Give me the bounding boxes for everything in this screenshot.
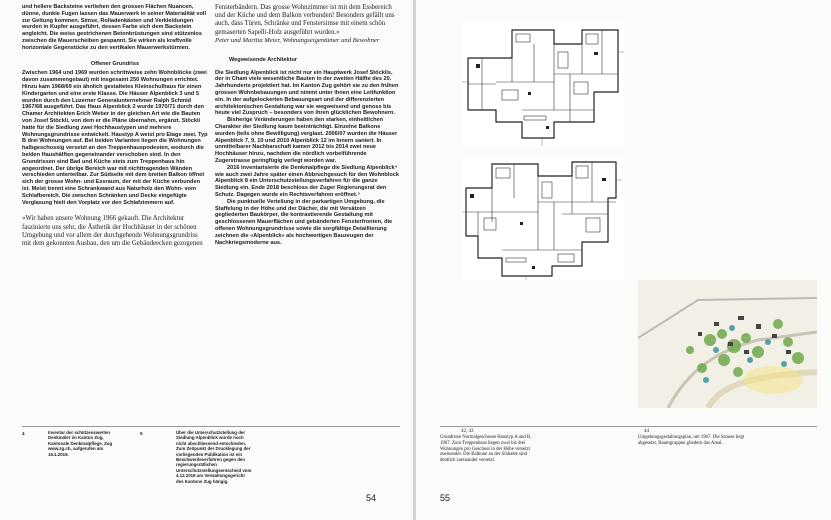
body-paragraph: Bisherige Veränderungen haben den starken, einheitlichen Charakter der Siedlung kaum beeinträchtigt. Einzelne Balkone wurden (teils ohne Bewilligung) verglast. 2006/07 wurden die Häuser Alpenblick 7, 9, 10 und 2010 Alpenblick 12 im Innern saniert. In unmittelbarer Nachbarschaft kamen 2012 bis 2014 zwei neue Hochhäuser hinzu, nachdem die nördlich vorbeiführende Zugerstrasse geringfügig verlegt worden war.	[215, 117, 398, 164]
footnote-number: 5	[140, 431, 143, 436]
intro-paragraph: und hellere Backsteine verliehen den grossen Flächen Nuancen, dünne, dunkle Fugen lassen das Mauerwerk in seiner Materialität voll zur Geltung kommen. Simse, Rolladenkästen und Verkleidungen wurden in Kupfer ausgeführt, dessen Farbe sich dem Backstein angleicht. Die weiss gestrichenen Betonbrüstungen sind stützenlos zwischen die Mauerscheiben gespannt. Sie wirken als kraftvolle horizontale Gegenstücke zu den vertikalen Mauerwerkstürmen.	[22, 4, 207, 51]
footnote-rule	[22, 426, 400, 427]
footnote-text: Inventar der schützenswerten Denkmäler im Kanton Zug, Kantonale Denkmalpflege, Zug www.zg.ch, aufgerufen am 16.1.2019.	[48, 430, 113, 457]
floor-plan-drawing	[462, 22, 624, 146]
page-number-right: 55	[440, 493, 451, 503]
site-plan-drawing	[638, 280, 817, 408]
caption-number: 42, 43	[461, 429, 474, 434]
quote-paragraph: «Wir haben unsere Wohnung 1966 gekauft. Die Architektur faszinierte uns sehr, die Ästhetik der Hochhäuser in der schönen Umgebung und vor allem der durchgehende Wohnungsgrundriss mit dem gekonnten Ausbau, den um die Gebäudeecken gezogenen	[22, 215, 203, 247]
quote-author: Peter und Marttia Meier, Wohnungseigentümer und Bewohner	[215, 36, 380, 44]
site-plan-watercolor	[638, 280, 817, 408]
section-heading-offener-grundriss: Offener Grundriss	[90, 60, 140, 67]
column-2	[215, 4, 400, 246]
quote-continuation: Fensterbändern. Das grosse Wohnzimmer ist mit dem Essbereich und der Küche und dem Balkon verbunden! Besonders gefällt uns auch, dass Türen, Schränke und Fenstersimse mit einem schön gemaserten Sapelli-Holz ausgeführt wurden.»	[215, 4, 395, 36]
footnote-number: 4	[22, 431, 25, 436]
caption-number: 44	[644, 429, 649, 434]
body-paragraph: Die punktuelle Verteilung in der parkartigen Umgebung, die Staffelung in der Höhe und der Dächer, die mit Versätzen gegliederten Baukörper, die kontrastierende Gestaltung mit geschlossenen Mauerflächen und gebänderten Fensterfronten, die offenen Wohnungsgrundrisse sowie die sorgfältige Detaillierung zeichnen die «Alpenblick» als hochwertigen Bauzeugen der Nachkriegsmoderne aus.	[215, 198, 393, 246]
footnote-text: Über die Unterschutzstellung der Siedlung Alpenblick wurde noch nicht abschliessend entschieden. Zum Zeitpunkt der Drucklegung der vorliegenden Publikation ist ein Beschwerdeverfahren gegen den regierungsrätlichen Unterschutzstellungsentscheid vom 4.12.2018 am Verwaltungsgericht des Kantons Zug hängig.	[176, 430, 252, 484]
caption-rule	[440, 426, 817, 427]
caption-floor-plans: Grundrisse Normalgeschosse Haustyp A und B, 1967. Zum Treppenhaus liegen zwei bis drei Wohnungen pro Geschoss in der Höhe versetzt zueinander. Die Balkone an der Südseite sind deutlich zueinander versetzt.	[440, 435, 532, 464]
body-paragraph: Zwischen 1964 und 1969 wurden schrittweise zehn Wohnblöcke (zwei davon zusammengebaut) mit insgesamt 250 Wohnungen errichtet. Hinzu kam 1968/69 ein ähnlich gestaltetes Kleinschulhaus für einen Kindergarten und eine erste Klasse. Die Häuser Alpenblick 3 und 5 wurden durch den Luzerner Generalunternehmer Ralph Schmid 1967/68 ausgeführt. Das Haus Alpenblick 2 wurde 1970/71 durch den Chamer Architekten Erich Weber in der gleichen Art wie die Bauten von Josef Stöckli, von dem er die Pläne übernahm, ergänzt. Stöckli hatte für die Siedlung zwei Hochhaustypen und mehrere Wohnungsgrundrisse entwickelt. Haustyp A weist pro Etage zwei, Typ B drei Wohnungen auf. Bei beiden Varianten liegen die Wohnungen halbgeschossig versetzt an den Treppenhauspodesten, wodurch die beiden Haushälften gegeneinander verschoben sind. In den Grundrissen sind Bad und Küche stets zum Treppenhaus hin angeordnet. Der übrige Bereich war mit nichttragenden Wänden verschieden unterteilbar. Zur Südseite mit dem breiten Balkon öffnet sich der grosse Wohn- und Essraum, der mit der Küche verbunden ist. Meist trennt eine Schrankwand aus Naturholz den Wohn- vom Schlafbereich. Die zwischen Schränken und Decke eingefügte Verglasung hielt den Vorplatz vor den Schlafzimmern auf.	[22, 70, 208, 206]
column-1	[22, 4, 208, 248]
body-paragraph: Die Siedlung Alpenblick ist nicht nur ein Hauptwerk Josef Stöcklis, der in Cham viele wesentliche Bauten in der zweiten Hälfte des 20. Jahrhunderts projektiert hat. Im Kanton Zug gehört sie zu den frühen grossen Wohnbebauungen und nimmt unter ihnen eine Leitfunktion ein. In der aufgelockerten Bebauungsart und der differenzierten architektonischen Gestaltung war sie wegweisend und genoss bis heute viel Zuspruch – besonders von ihren glücklichen Bewohnern.	[215, 69, 399, 117]
floor-plan-type-b	[462, 158, 624, 280]
floor-plan-type-a	[462, 22, 624, 146]
page-number-left: 54	[366, 493, 377, 503]
body-paragraph: 2016 inventarisierte die Denkmalpflege die Siedlung Alpenblick⁴ wie auch zwei Jahre später einen Abbruchgesuch für den Wohnblock Alpenblick 8 ein Unterschutzstellungsverfahren für die ganze Siedlung ein. Ende 2018 beschloss der Zuger Regierungsrat den Schutz. Dagegen wurde ein Rechtsverfahren eröffnet.⁵	[215, 164, 400, 198]
section-heading-wegweisende-architektur: Wegweisende Architektur	[229, 56, 298, 63]
caption-site-plan: Umgebungsgestaltungsplan, um 1967. Die Strasse liegt abgesetzt, Baumgruppen gliedern das Areal.	[638, 435, 745, 446]
floor-plan-drawing	[462, 158, 624, 280]
